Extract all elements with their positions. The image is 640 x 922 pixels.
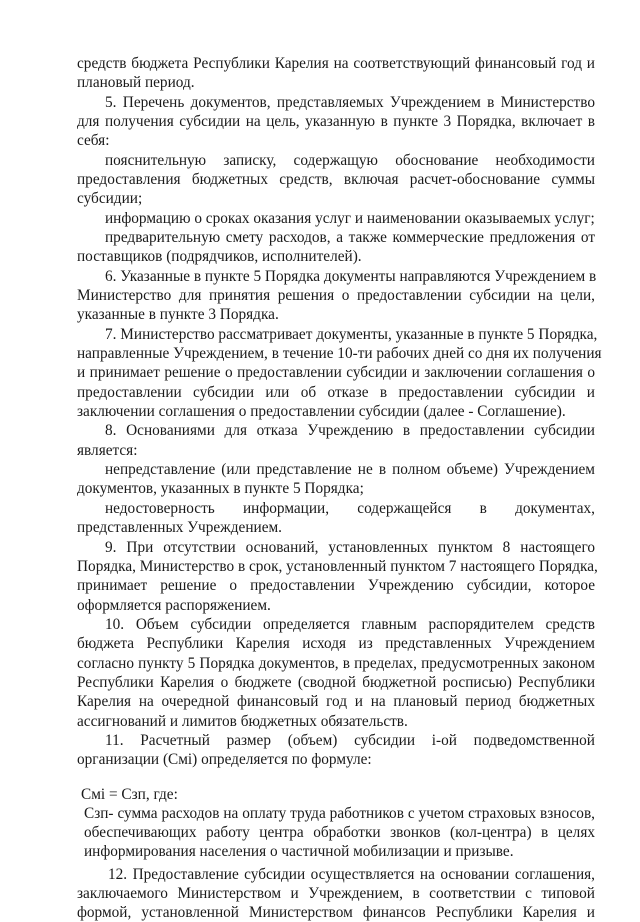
text-line: представленных Учреждением. <box>77 519 282 536</box>
text-line: 9. При отсутствии оснований, установленных пунктом 8 настоящего <box>105 539 595 556</box>
text-line: предоставлении субсидии или об отказе в предоставлении субсидии и <box>77 384 595 401</box>
text-line: 10. Объем субсидии определяется главным распорядителем средств <box>105 616 595 633</box>
text-line: обеспечивающих работу центра обработки звонков (кол-центра) в целях <box>84 824 595 841</box>
text-line: Министерство для принятия решения о предоставлении субсидии на цели, <box>77 287 595 304</box>
text-line: Карелия на очередной финансовый год и на плановый период бюджетных <box>77 693 595 710</box>
text-line: принимает решение о предоставлении Учреждению субсидии, которое <box>77 577 595 594</box>
formula-line: Cмi = Cзп, где: <box>81 786 178 803</box>
text-line: направленные Учреждением, в течение 10-ти рабочих дней со дня их получения <box>77 345 602 362</box>
text-line: информирования населения о частичной мобилизации и призыве. <box>84 843 514 860</box>
text-line: является: <box>77 442 138 459</box>
text-line: Cзп- сумма расходов на оплату труда работников с учетом страховых взносов, <box>84 805 595 822</box>
text-line: субсидии; <box>77 190 143 207</box>
text-line: непредставление (или представление не в полном объеме) Учреждением <box>105 461 595 478</box>
text-line: заключении соглашения о предоставлении субсидии (далее - Соглашение). <box>77 403 566 420</box>
text-line: информацию о сроках оказания услуг и наименовании оказываемых услуг; <box>105 210 595 227</box>
text-line: документов, указанных в пункте 5 Порядка; <box>77 480 364 497</box>
text-line: ассигнований и лимитов бюджетных обязательств. <box>77 713 408 730</box>
text-line: недостоверность информации, содержащейся в документах, <box>105 500 595 517</box>
text-line: плановый период. <box>77 74 195 91</box>
text-line: предоставления бюджетных средств, включая расчет-обоснование суммы <box>77 171 595 188</box>
text-line: заключаемого Министерством и Учреждением, в соответствии с типовой <box>77 885 595 902</box>
text-line: предварительную смету расходов, а также коммерческие предложения от <box>105 229 595 246</box>
text-line: Республики Карелия о бюджете (сводной бюджетной росписью) Республики <box>77 674 595 691</box>
text-line: согласно пункту 5 Порядка документов, в пределах, предусмотренных законом <box>77 655 595 672</box>
text-line: бюджета Республики Карелия исходя из представленных Учреждением <box>77 635 595 652</box>
text-line: организации (Cмi) определяется по формуле: <box>77 751 372 768</box>
text-line: оформляется распоряжением. <box>77 597 271 614</box>
text-line: для получения субсидии на цель, указанную в пункте 3 Порядка, включает в <box>77 113 595 130</box>
text-line: 8. Основаниями для отказа Учреждению в предоставлении субсидии <box>105 422 595 439</box>
text-line: Порядка, Министерство в срок, установленный пунктом 7 настоящего Порядка, <box>77 558 598 575</box>
text-line: 5. Перечень документов, представляемых Учреждением в Министерство <box>105 94 595 111</box>
text-line: 12. Предоставление субсидии осуществляется на основании соглашения, <box>108 866 595 883</box>
text-line: себя: <box>77 132 110 149</box>
text-line: средств бюджета Республики Карелия на соответствующий финансовый год и <box>77 55 595 72</box>
text-line: формой, установленной Министерством финансов Республики Карелия и <box>77 904 595 921</box>
text-line: указанные в пункте 3 Порядка. <box>77 306 279 323</box>
text-line: пояснительную записку, содержащую обоснование необходимости <box>105 152 595 169</box>
text-line: 6. Указанные в пункте 5 Порядка документы направляются Учреждением в <box>105 268 597 285</box>
text-line: и принимает решение о предоставлении субсидии и заключении соглашения о <box>77 364 595 381</box>
text-line: 7. Министерство рассматривает документы, указанные в пункте 5 Порядка, <box>105 326 598 343</box>
text-line: 11. Расчетный размер (объем) субсидии i-ой подведомственной <box>105 732 595 749</box>
text-line: поставщиков (подрядчиков, исполнителей). <box>77 248 362 265</box>
